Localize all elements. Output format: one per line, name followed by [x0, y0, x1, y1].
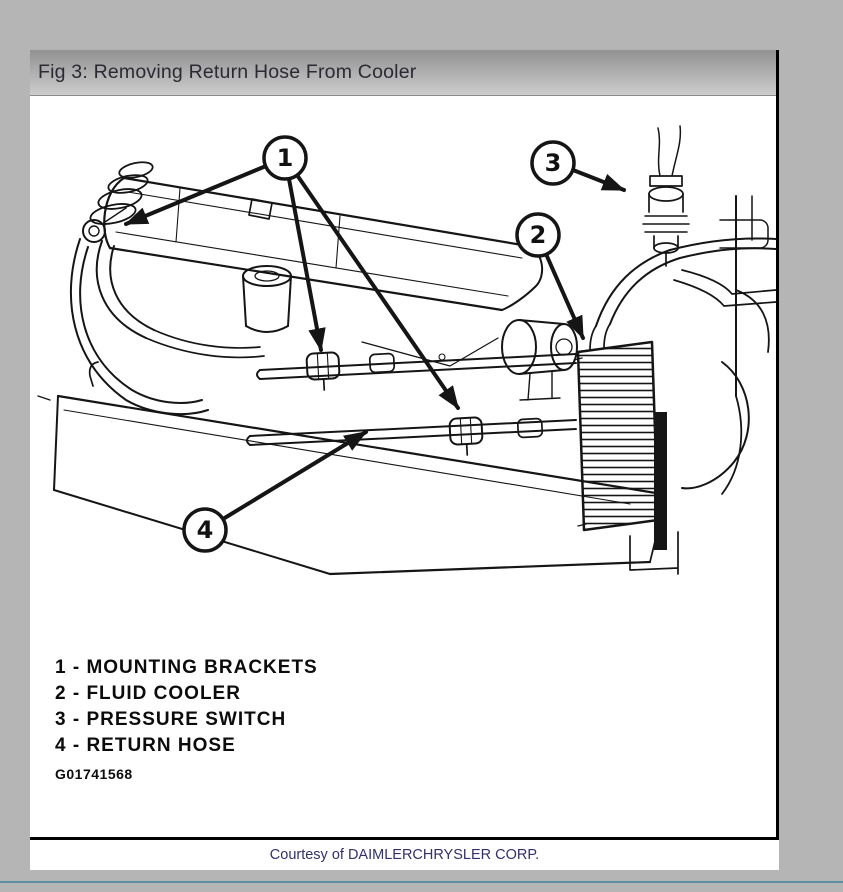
page-frame-bottom-line [30, 837, 779, 840]
fluid-cooler [574, 324, 658, 530]
callout-4-number: 4 [196, 516, 214, 544]
left-hoses [71, 239, 264, 414]
arrow-4-return-hose [223, 432, 366, 519]
legend-item-4: 4 - RETURN HOSE [55, 735, 236, 756]
legend-item-3: 3 - PRESSURE SWITCH [55, 709, 287, 730]
figure-title: Fig 3: Removing Return Hose From Cooler [38, 61, 417, 83]
left-hose-fitting [83, 160, 154, 242]
mounting-bracket-front [306, 352, 394, 391]
courtesy-line: Courtesy of DAIMLERCHRYSLER CORP. [269, 847, 540, 863]
callout-1-number: 1 [276, 144, 294, 172]
legend-item-2: 2 - FLUID COOLER [55, 683, 241, 704]
steering-gear-housing [104, 178, 542, 310]
arrow-3-pressure-switch [573, 170, 624, 190]
callout-circles [184, 137, 574, 551]
figure-illustration [30, 100, 777, 615]
cooler-hoses-right [596, 238, 776, 326]
arrow-2-fluid-cooler [546, 254, 583, 338]
callout-2-number: 2 [529, 221, 547, 249]
figure-title-bar [30, 50, 779, 96]
crossmember [38, 362, 666, 574]
figure-id: G01741568 [55, 766, 133, 782]
figure-legend [55, 655, 555, 759]
legend-item-1: 1 - MOUNTING BRACKETS [55, 657, 318, 678]
callout-3-number: 3 [544, 149, 562, 177]
pressure-switch [643, 126, 689, 266]
window-bottom-edge [0, 881, 843, 883]
valve-canister [502, 320, 577, 400]
